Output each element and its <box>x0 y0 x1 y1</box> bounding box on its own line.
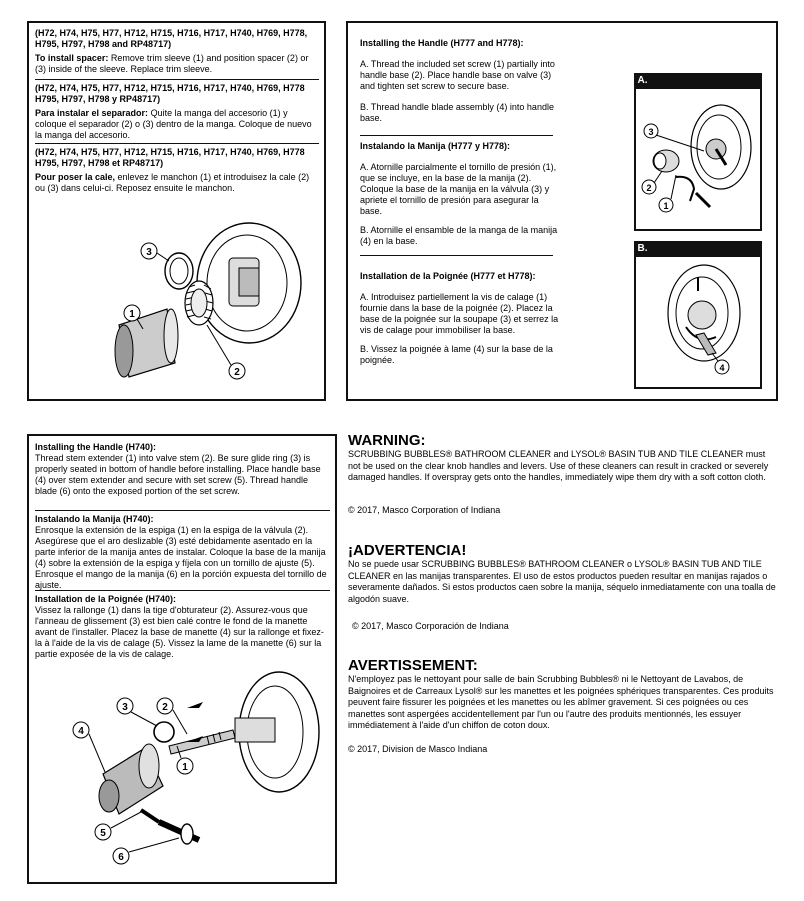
step-a-fr: A. Introduisez partiellement la vis de calage (1) fournie dans la base de la poignée (2). Placez la base de la poignée sur la soupape (3) et serrez la vis de calage pour immobiliser la base. <box>360 292 559 335</box>
figure-a-label: A. <box>634 73 651 88</box>
spacer-diagram <box>79 213 319 383</box>
svg-text:2: 2 <box>162 702 168 713</box>
text-es: Para instalar el separador: Quite la manga del accesorio (1) y coloque el separador (2) o (3) dentro de la manga. Coloque de nuevo la manga del accesorio. <box>35 108 312 140</box>
heading-fr: (H72, H74, H75, H77, H712, H715, H716, H717, H740, H769, H778 H795, H797, H798 et RP48717) <box>35 147 305 168</box>
svg-text:1: 1 <box>129 309 135 320</box>
title-fr: Installation de la Poignée (H777 et H778): <box>360 271 536 281</box>
figure-b <box>634 241 762 389</box>
warning-en-body: SCRUBBING BUBBLES® BATHROOM CLEANER and LYSOL® BASIN TUB AND TILE CLEANER must not be used on the clear knob handles and levers. Use of these cleaners can result in cracked or severely damaged handles. If overspray gets onto the handles, immediately wipe them dry with a soft cotton cloth. <box>348 449 769 482</box>
svg-text:6: 6 <box>118 852 124 863</box>
svg-text:2: 2 <box>234 367 240 378</box>
warning-es-body: No se puede usar SCRUBBING BUBBLES® BATHROOM CLEANER o LYSOL® BASIN TUB AND TILE CLEANER en las manijas transparentes. El uso de estos productos pueden resultar en manijas rajados o severamente dañados. Si estos productos caen sobre la manija, séquelo inmediatamente con una toalla de algodón suave. <box>348 559 776 604</box>
text-fr: Pour poser la cale, enlevez le manchon (1) et introduisez la cale (2) ou (3) dans celui-ci. Reposez ensuite le manchon. <box>35 172 310 193</box>
step-a-es: A. Atornille parcialmente el tornillo de presión (1), que se incluye, en la base de la manija (2). Coloque la base de la manija en la válvula (3) y apriete el tornillo de presión para asegurar la base. <box>360 162 557 216</box>
figure-b-label: B. <box>634 241 651 256</box>
spacer-text-block <box>35 28 320 78</box>
step-b-es: B. Atornille el ensamble de la manga de la manija (4) en la base. <box>360 225 558 246</box>
warning-en-title: WARNING: <box>348 432 426 449</box>
spacer-instructions-panel <box>27 21 326 401</box>
title-en: Installing the Handle (H777 and H778): <box>360 38 524 48</box>
h740-text-es: Enrosque la extensión de la espiga (1) en la espiga de la válvula (2). Asegúrese que el aro deslizable (3) esté debidamente asentado en la parte inferior de la manija antes de instalar. Coloque la base de la manija (4) sobre la extensión de la espiga y fíjela con un tornillo de ajuste (5). Enrosque el mango de la manija (6) en la porción expuesta del tornillo de ajuste. <box>35 525 327 590</box>
svg-text:3: 3 <box>648 127 654 137</box>
copyright-es: © 2017, Masco Corporación de Indiana <box>352 621 509 631</box>
figure-a-drawing <box>636 89 760 229</box>
h740-diagram <box>69 662 329 880</box>
callout-3-label: 3 <box>146 247 152 258</box>
svg-text:5: 5 <box>100 828 106 839</box>
step-b-fr: B. Vissez la poignée à lame (4) sur la base de la poignée. <box>360 344 553 365</box>
figure-b-drawing <box>636 257 760 387</box>
step-b-en: B. Thread handle blade assembly (4) into handle base. <box>360 102 554 123</box>
svg-text:3: 3 <box>122 702 128 713</box>
warning-es-title: ¡ADVERTENCIA! <box>348 542 467 559</box>
handle-h740-panel <box>27 434 337 884</box>
h740-title-fr: Installation de la Poignée (H740): <box>35 594 177 604</box>
warning-fr-body: N'employez pas le nettoyant pour salle de bain Scrubbing Bubbles® ni le Nettoyant de Lavabos, de Baignoires et de Carreaux Lysol® sur les manettes et les poignées sphériques transparentes. Ces produits peuvent faire fissurer les poignées et les manettes ou les abîmer gravement. Si ces poignées ou ces manettes sont aspergées accidentellement par l'un ou l'autre des produits mentionnés, les essuyer immédiatement à l'aide d'un chiffon de coton doux. <box>348 674 774 730</box>
step-a-en: A. Thread the included set screw (1) partially into handle base (2). Place handle base on valve (3) and tighten set screw to secure base. <box>360 59 555 91</box>
h740-text-en: Thread stem extender (1) into valve stem (2). Be sure glide ring (3) is properly seated in bottom of handle before installing. Place handle base (4) over stem extender and secure with set screw (5). Thread handle blade (6) onto the exposed portion of the set screw. <box>35 453 321 496</box>
svg-text:4: 4 <box>719 363 725 373</box>
svg-text:4: 4 <box>78 726 84 737</box>
copyright-fr: © 2017, Division de Masco Indiana <box>348 744 488 754</box>
h740-text-fr: Vissez la rallonge (1) dans la tige d'obturateur (2). Assurez-vous que l'anneau de glissement (3) est bien calé contre le fond de la manette avant de l'installer. Placez la base de manette (4) sur la rallonge et fixez-la à l'aide de la vis de calage (5). Vissez la lame de la manette (6) sur la partie exposée de la vis de calage. <box>35 605 324 659</box>
figure-a <box>634 73 762 231</box>
h740-title-en: Installing the Handle (H740): <box>35 442 157 452</box>
svg-text:1: 1 <box>182 762 188 773</box>
heading-es: (H72, H74, H75, H77, H712, H715, H716, H717, H740, H769, H778 H795, H797, H798 y RP48717) <box>35 83 305 104</box>
svg-text:2: 2 <box>646 183 652 193</box>
svg-text:1: 1 <box>663 201 669 211</box>
text-en: To install spacer: Remove trim sleeve (1) and position spacer (2) or (3) inside of the sleeve. Replace trim sleeve. <box>35 53 309 74</box>
handle-h777-panel <box>346 21 778 401</box>
heading-en: (H72, H74, H75, H77, H712, H715, H716, H717, H740, H769, H778, H795, H797, H798 and RP48717) <box>35 28 308 49</box>
copyright-en: © 2017, Masco Corporation of Indiana <box>348 505 501 515</box>
warning-fr-title: AVERTISSEMENT: <box>348 657 478 674</box>
title-es: Instalando la Manija (H777 y H778): <box>360 141 511 151</box>
h740-title-es: Instalando la Manija (H740): <box>35 514 154 524</box>
